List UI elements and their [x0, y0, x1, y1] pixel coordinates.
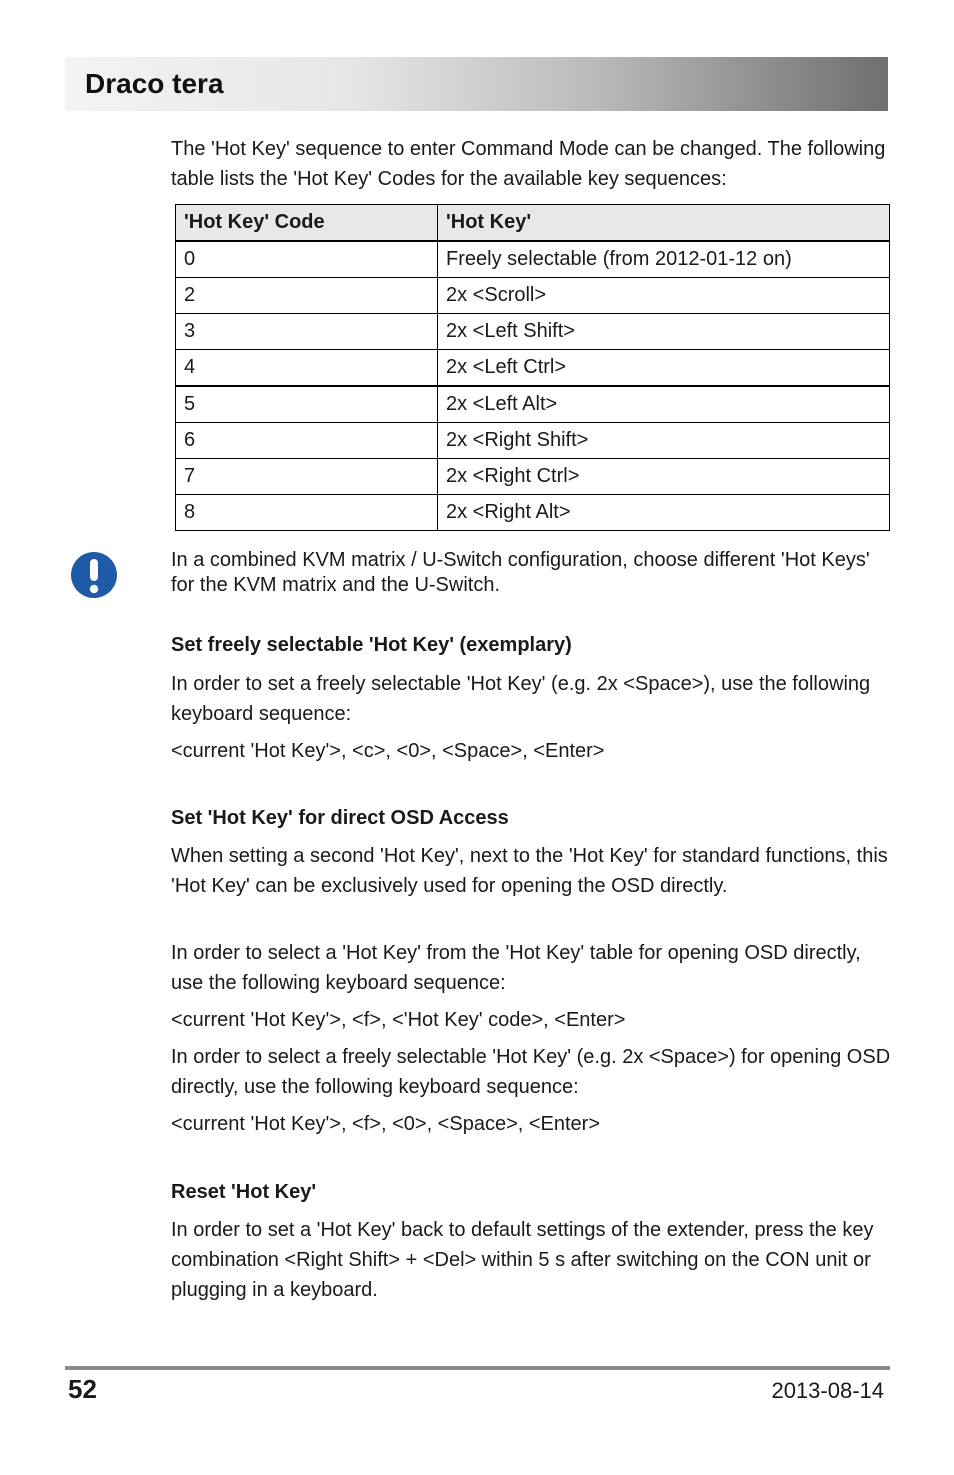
column-header-hot-key: 'Hot Key'	[438, 205, 890, 242]
table-cell-code: 0	[176, 241, 438, 278]
header-title: Draco tera	[85, 68, 224, 99]
hot-key-table	[175, 204, 890, 531]
table-cell-code: 6	[176, 423, 438, 459]
paragraph: In order to set a 'Hot Key' back to default settings of the extender, press the key combination <Right Shift> + <Del> within 5 s after switching on the CON unit or plugging in a keyboard.	[171, 1219, 874, 1301]
table-row	[176, 423, 890, 459]
table-row	[176, 314, 890, 350]
exclamation-icon	[70, 550, 118, 600]
table-header-row	[176, 205, 890, 242]
table-cell-code: 8	[176, 495, 438, 531]
table-row	[176, 241, 890, 278]
paragraph: In order to select a freely selectable 'Hot Key' (e.g. 2x <Space>) for opening OSD directly, use the following keyboard sequence:	[171, 1046, 891, 1098]
table-cell-hot-key: 2x <Left Ctrl>	[438, 350, 890, 387]
footer-date: 2013-08-14	[771, 1378, 884, 1403]
paragraph: In order to set a freely selectable 'Hot Key' (e.g. 2x <Space>), use the following keyboard sequence:	[171, 673, 871, 725]
table-cell-hot-key: 2x <Left Alt>	[438, 386, 890, 423]
table-cell-code: 3	[176, 314, 438, 350]
table-row	[176, 459, 890, 495]
table-row	[176, 278, 890, 314]
section-heading-direct-osd: Set 'Hot Key' for direct OSD Access	[171, 807, 509, 829]
paragraph: When setting a second 'Hot Key', next to the 'Hot Key' for standard functions, this 'Hot Key' can be exclusively used for opening the OSD directly.	[171, 845, 888, 897]
section-heading-freely-selectable: Set freely selectable 'Hot Key' (exemplary)	[171, 634, 572, 656]
table-cell-code: 4	[176, 350, 438, 387]
table-row	[176, 350, 890, 387]
table-cell-code: 5	[176, 386, 438, 423]
key-sequence: <current 'Hot Key'>, <c>, <0>, <Space>, <Enter>	[171, 740, 605, 762]
table-cell-code: 2	[176, 278, 438, 314]
table-cell-hot-key: Freely selectable (from 2012-01-12 on)	[438, 241, 890, 278]
key-sequence: <current 'Hot Key'>, <f>, <'Hot Key' code>, <Enter>	[171, 1009, 626, 1031]
note-text: In a combined KVM matrix / U-Switch configuration, choose different 'Hot Keys' for the KVM matrix and the U-Switch.	[171, 549, 870, 596]
table-row	[176, 386, 890, 423]
table-cell-hot-key: 2x <Right Ctrl>	[438, 459, 890, 495]
table-cell-hot-key: 2x <Right Shift>	[438, 423, 890, 459]
column-header-code: 'Hot Key' Code	[176, 205, 438, 242]
table-cell-code: 7	[176, 459, 438, 495]
table-row	[176, 495, 890, 531]
table-cell-hot-key: 2x <Left Shift>	[438, 314, 890, 350]
key-sequence: <current 'Hot Key'>, <f>, <0>, <Space>, <Enter>	[171, 1113, 601, 1135]
page-number: 52	[68, 1374, 97, 1404]
intro-paragraph: The 'Hot Key' sequence to enter Command Mode can be changed. The following table lists the 'Hot Key' Codes for the available key sequences:	[171, 138, 886, 190]
paragraph: In order to select a 'Hot Key' from the 'Hot Key' table for opening OSD directly, use the following keyboard sequence:	[171, 942, 861, 994]
section-heading-reset: Reset 'Hot Key'	[171, 1181, 317, 1203]
table-cell-hot-key: 2x <Right Alt>	[438, 495, 890, 531]
table-cell-hot-key: 2x <Scroll>	[438, 278, 890, 314]
page-header	[65, 57, 888, 111]
footer-divider	[65, 1366, 890, 1370]
